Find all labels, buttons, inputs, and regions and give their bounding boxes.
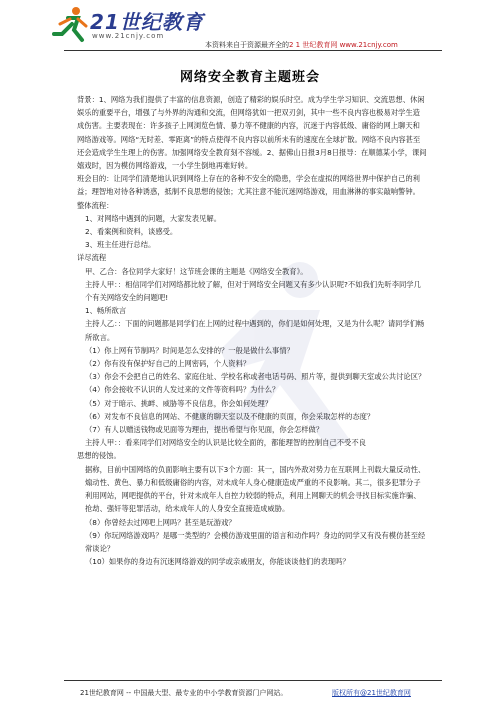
question-9: （9）你玩网络游戏吗？是哪一类型的？会模仿游戏里面的语言和动作吗？身边的同学又有没有模仿甚至经常谈论？	[85, 530, 426, 553]
question-4: （4）你会接收不认识的人发过来的文件等资料吗？为什么？	[85, 385, 280, 395]
logo-brand-text: 21世纪教育	[90, 10, 204, 34]
tagline-prefix: 本资料来自于资源最齐全的	[205, 41, 289, 49]
paragraph-opening: 甲、乙合：各位同学大家好！这节班会课的主题是《网络安全教育》。	[85, 266, 308, 276]
paragraph-host-a-intro: 主持人甲：：相信同学们对网络都比较了解，但对于网络安全问题又有多少认识呢?不如我们先听李同学几个有关网络安全的问题吧!	[85, 279, 421, 303]
question-1: （1）你上网有节制吗？时间是怎么安排的？一般是做什么事情？	[85, 345, 294, 355]
header-divider	[64, 50, 442, 51]
section-heading-discussion: 1、畅所欲言	[85, 306, 127, 316]
question-5: （5）对于暗示、挑衅、威胁等不良信息，你会如何处理？	[85, 398, 273, 408]
flow-step-2: 2、看案例和资料，谈感受。	[85, 227, 178, 237]
paragraph-host-a-summary: 主持人甲：：看来同学们对网络安全的认识是比较全面的，都能理智的控制自己不受不良	[85, 438, 366, 448]
question-3: （3）你会不会把自己的姓名、家庭住址、学校名称或者电话号码、照片等，提供到聊天室或公共讨论区？	[85, 372, 426, 382]
question-6: （6）对发布不良信息的网站、不健康的聊天室以及不健康的页面，你会采取怎样的态度？	[85, 411, 375, 421]
question-7: （7）有人以赠送钱物或见面等为理由，提出希望与你见面，你会怎样做？	[85, 425, 324, 435]
flow-step-3: 3、班主任进行总结。	[85, 240, 156, 250]
document-body	[77, 93, 427, 568]
question-2: （2）你有没有保护好自己的上网密码，个人资料？	[85, 359, 251, 369]
question-10: （10）如果你的身边有沉迷网络游戏的同学或亲戚朋友，你能谈谈他们的表现吗？	[85, 557, 350, 567]
paragraph-background: 背景：1、网络为我们提供了丰富的信息资源，创造了精彩的娱乐时空。成为学生学习知识、交流思想、休闲娱乐的重要平台，增强了与外界的沟通和交流，但网络犹如一把双刃剑，其中一些不良内容也极易对学生造成伤害。主要表现在：许多孩子上网浏览色情、暴力等不健康的内容，沉迷于内容低级、庸俗的网上聊天和网络游戏等。网络“无时差、零距离”的特点使得不良内容以前所未有的速度在全球扩散。网络不良内容甚至还会造成学生生理上的伤害。加强网络安全教育刻不容缓。2、据佛山日报3月8日报导：在顺德某小学，课间嬉戏时，因为模仿网络游戏，一小学生倒地再难好转。	[77, 95, 427, 171]
logo-url-text: www.21cnjy.com	[92, 32, 165, 40]
paragraph-purpose: 班会目的：让同学们清楚地认识到网络上存在的各种不安全的隐患，学会在虚拟的网络世界中保护自己的利益；理智地对待各种诱惑，抵制不良思想的侵蚀；尤其注意不能沉迷网络游戏，用血淋淋的事实敲响警钟。	[77, 174, 420, 197]
footer-copyright-link[interactable]: 版权所有@21世纪教育网	[332, 689, 411, 697]
header-tagline	[205, 40, 398, 50]
footer-divider	[64, 680, 442, 681]
page-header	[0, 0, 500, 50]
paragraph-detail-heading: 详尽流程	[77, 253, 107, 263]
document-title: 网络安全教育主题班会	[179, 70, 320, 85]
tagline-site-link[interactable]: 2 1 世纪教育网 www.21cnjy.com	[289, 41, 398, 49]
flow-step-1: 1、对网络中遇到的问题，大家发表见解。	[85, 213, 221, 223]
footer-site-description: 21世纪教育网 -- 中国最大型、最专业的中小学教育资源门户网站。	[80, 689, 288, 697]
paragraph-flow-heading: 整体流程：	[77, 200, 114, 210]
paragraph-host-b: 主持人乙：：下面的问题都是同学们在上网的过程中遇到的，你们是如何处理，又是为什么呢？请同学们畅所欲言。	[85, 319, 425, 342]
paragraph-statistics: 据称，目前中国网络的负面影响主要有以下3个方面：其一，国内外敌对势力在互联网上刊载大量反动性、煽动性、黄色、暴力和低级庸俗的内容，对未成年人身心健康造成严重的不良影响。其二，很多犯罪分子利用网站，网吧提供的平台，针对未成年人自控力较弱的特点，利用上网聊天的机会寻找目标实施诈骗、抢劫、强奸等犯罪活动，给未成年人的人身安全直接造成威胁。	[85, 464, 426, 514]
question-8: （8）你曾经去过网吧上网吗？甚至是玩游戏？	[85, 517, 236, 527]
site-logo[interactable]	[48, 4, 204, 48]
running-figure-icon	[48, 4, 92, 48]
paragraph-host-a-summary-cont: 思想的侵蚀。	[77, 451, 121, 461]
